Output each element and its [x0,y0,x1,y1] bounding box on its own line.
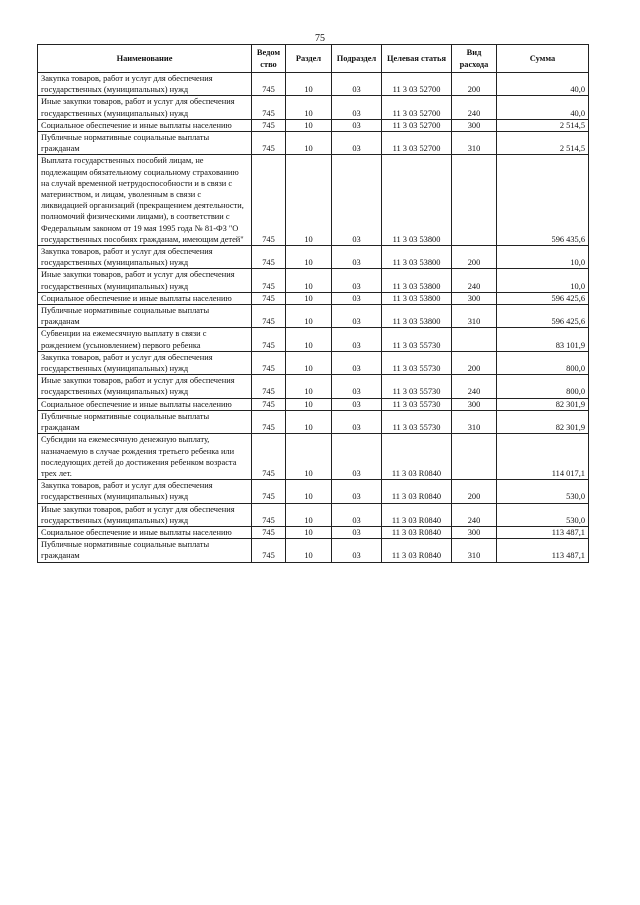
cell-name: Социальное обеспечение и иные выплаты населению [38,119,252,131]
cell-podrazdel: 03 [332,96,382,119]
cell-vedom: 745 [252,292,286,304]
cell-sum: 10,0 [497,269,589,292]
cell-podrazdel: 03 [332,328,382,351]
cell-name: Иные закупки товаров, работ и услуг для обеспечения государственных (муниципальных) нужд [38,375,252,398]
cell-vedom: 745 [252,351,286,374]
cell-razdel: 10 [286,375,332,398]
table-row [38,351,589,374]
cell-vid: 310 [452,132,497,155]
cell-name: Закупка товаров, работ и услуг для обеспечения государственных (муниципальных) нужд [38,480,252,503]
cell-sum: 82 301,9 [497,410,589,433]
cell-podrazdel: 03 [332,132,382,155]
table-header [38,45,589,73]
cell-razdel: 10 [286,480,332,503]
cell-target: 11 3 03 55730 [382,375,452,398]
cell-razdel: 10 [286,351,332,374]
cell-target: 11 3 03 55730 [382,410,452,433]
cell-razdel: 10 [286,155,332,246]
cell-sum: 2 514,5 [497,132,589,155]
cell-name: Субвенции на ежемесячную выплату в связи с рождением (усыновлением) первого ребенка [38,328,252,351]
cell-vid [452,155,497,246]
cell-podrazdel: 03 [332,119,382,131]
table-row [38,539,589,562]
table-row [38,398,589,410]
table-row [38,132,589,155]
cell-podrazdel: 03 [332,375,382,398]
cell-vid: 200 [452,351,497,374]
cell-target: 11 3 03 52700 [382,73,452,96]
cell-target: 11 3 03 55730 [382,328,452,351]
cell-podrazdel: 03 [332,539,382,562]
cell-vedom: 745 [252,480,286,503]
header-vedom: Ведом ство [252,45,286,73]
table-body [38,73,589,563]
cell-target: 11 3 03 53800 [382,246,452,269]
table-row [38,73,589,96]
cell-name: Закупка товаров, работ и услуг для обеспечения государственных (муниципальных) нужд [38,351,252,374]
cell-sum: 530,0 [497,480,589,503]
cell-sum: 596 425,6 [497,305,589,328]
table-row [38,328,589,351]
cell-podrazdel: 03 [332,351,382,374]
cell-vedom: 745 [252,119,286,131]
cell-target: 11 3 03 53800 [382,269,452,292]
cell-name: Иные закупки товаров, работ и услуг для обеспечения государственных (муниципальных) нужд [38,503,252,526]
header-target: Целевая статья [382,45,452,73]
cell-sum: 113 487,1 [497,526,589,538]
cell-target: 11 3 03 52700 [382,132,452,155]
cell-razdel: 10 [286,246,332,269]
cell-razdel: 10 [286,269,332,292]
cell-razdel: 10 [286,305,332,328]
table-row [38,119,589,131]
cell-podrazdel: 03 [332,526,382,538]
cell-name: Иные закупки товаров, работ и услуг для обеспечения государственных (муниципальных) нужд [38,269,252,292]
cell-podrazdel: 03 [332,410,382,433]
cell-name: Иные закупки товаров, работ и услуг для обеспечения государственных (муниципальных) нужд [38,96,252,119]
table-row [38,434,589,480]
cell-vid: 310 [452,539,497,562]
cell-name: Публичные нормативные социальные выплаты гражданам [38,132,252,155]
cell-target: 11 3 03 R0840 [382,539,452,562]
cell-name: Закупка товаров, работ и услуг для обеспечения государственных (муниципальных) нужд [38,73,252,96]
cell-razdel: 10 [286,503,332,526]
header-sum: Сумма [497,45,589,73]
table-row [38,410,589,433]
cell-name: Субсидии на ежемесячную денежную выплату, назначаемую в случае рождения третьего ребенка или последующих детей до достижения ребенком возраста трех лет. [38,434,252,480]
cell-podrazdel: 03 [332,503,382,526]
table-row [38,305,589,328]
cell-target: 11 3 03 53800 [382,305,452,328]
cell-sum: 596 425,6 [497,292,589,304]
cell-target: 11 3 03 R0840 [382,480,452,503]
cell-target: 11 3 03 55730 [382,398,452,410]
cell-razdel: 10 [286,96,332,119]
cell-sum: 40,0 [497,73,589,96]
cell-podrazdel: 03 [332,305,382,328]
cell-vedom: 745 [252,503,286,526]
cell-vedom: 745 [252,269,286,292]
cell-podrazdel: 03 [332,398,382,410]
cell-razdel: 10 [286,526,332,538]
cell-vid: 300 [452,292,497,304]
cell-podrazdel: 03 [332,73,382,96]
table-row [38,96,589,119]
cell-target: 11 3 03 R0840 [382,526,452,538]
cell-vedom: 745 [252,132,286,155]
cell-vid [452,328,497,351]
cell-name: Публичные нормативные социальные выплаты гражданам [38,305,252,328]
table-row [38,246,589,269]
cell-name: Выплата государственных пособий лицам, не подлежащим обязательному социальному страхованию на случай временной нетрудоспособности и в связи с материнством, и лицам, уволенным в связи с ликвидацией организаций (прекращением деятельности, полномочий физическими лицами), в соответствии с Федеральным законом от 19 мая 1995 года № 81-ФЗ "О государственных пособиях гражданам, имеющим детей" [38,155,252,246]
table-row [38,503,589,526]
cell-sum: 530,0 [497,503,589,526]
cell-sum: 10,0 [497,246,589,269]
cell-name: Закупка товаров, работ и услуг для обеспечения государственных (муниципальных) нужд [38,246,252,269]
header-podrazdel: Подраздел [332,45,382,73]
cell-sum: 800,0 [497,351,589,374]
budget-table [37,44,589,563]
table-row [38,480,589,503]
cell-sum: 114 017,1 [497,434,589,480]
cell-vedom: 745 [252,375,286,398]
cell-vid: 240 [452,96,497,119]
cell-vedom: 745 [252,73,286,96]
table-row [38,269,589,292]
cell-razdel: 10 [286,410,332,433]
cell-vid: 310 [452,305,497,328]
cell-razdel: 10 [286,73,332,96]
cell-vid: 240 [452,269,497,292]
table-row [38,292,589,304]
cell-name: Публичные нормативные социальные выплаты гражданам [38,539,252,562]
cell-sum: 113 487,1 [497,539,589,562]
cell-target: 11 3 03 53800 [382,292,452,304]
cell-podrazdel: 03 [332,480,382,503]
cell-podrazdel: 03 [332,434,382,480]
cell-target: 11 3 03 R0840 [382,434,452,480]
cell-vedom: 745 [252,434,286,480]
cell-sum: 40,0 [497,96,589,119]
cell-podrazdel: 03 [332,269,382,292]
cell-vid [452,434,497,480]
cell-vedom: 745 [252,328,286,351]
cell-target: 11 3 03 52700 [382,119,452,131]
cell-razdel: 10 [286,434,332,480]
cell-vedom: 745 [252,246,286,269]
cell-vid: 200 [452,246,497,269]
cell-vid: 300 [452,526,497,538]
cell-name: Публичные нормативные социальные выплаты гражданам [38,410,252,433]
header-razdel: Раздел [286,45,332,73]
cell-vid: 240 [452,375,497,398]
cell-razdel: 10 [286,539,332,562]
cell-vid: 200 [452,73,497,96]
cell-podrazdel: 03 [332,246,382,269]
cell-vid: 300 [452,119,497,131]
cell-vid: 300 [452,398,497,410]
cell-vedom: 745 [252,155,286,246]
cell-name: Социальное обеспечение и иные выплаты населению [38,526,252,538]
header-name: Наименование [38,45,252,73]
cell-name: Социальное обеспечение и иные выплаты населению [38,292,252,304]
cell-target: 11 3 03 53800 [382,155,452,246]
cell-vedom: 745 [252,305,286,328]
table-row [38,375,589,398]
page-number: 75 [315,33,325,44]
cell-vid: 240 [452,503,497,526]
header-vid: Вид расхода [452,45,497,73]
cell-sum: 800,0 [497,375,589,398]
cell-podrazdel: 03 [332,155,382,246]
cell-sum: 2 514,5 [497,119,589,131]
cell-vedom: 745 [252,398,286,410]
cell-target: 11 3 03 R0840 [382,503,452,526]
table-row [38,155,589,246]
cell-razdel: 10 [286,132,332,155]
cell-target: 11 3 03 55730 [382,351,452,374]
cell-vedom: 745 [252,410,286,433]
cell-sum: 83 101,9 [497,328,589,351]
cell-razdel: 10 [286,292,332,304]
table-row [38,526,589,538]
cell-target: 11 3 03 52700 [382,96,452,119]
cell-vedom: 745 [252,96,286,119]
cell-podrazdel: 03 [332,292,382,304]
cell-sum: 596 435,6 [497,155,589,246]
cell-vid: 310 [452,410,497,433]
cell-vedom: 745 [252,539,286,562]
cell-vedom: 745 [252,526,286,538]
cell-sum: 82 301,9 [497,398,589,410]
cell-vid: 200 [452,480,497,503]
cell-name: Социальное обеспечение и иные выплаты населению [38,398,252,410]
cell-razdel: 10 [286,398,332,410]
cell-razdel: 10 [286,328,332,351]
cell-razdel: 10 [286,119,332,131]
